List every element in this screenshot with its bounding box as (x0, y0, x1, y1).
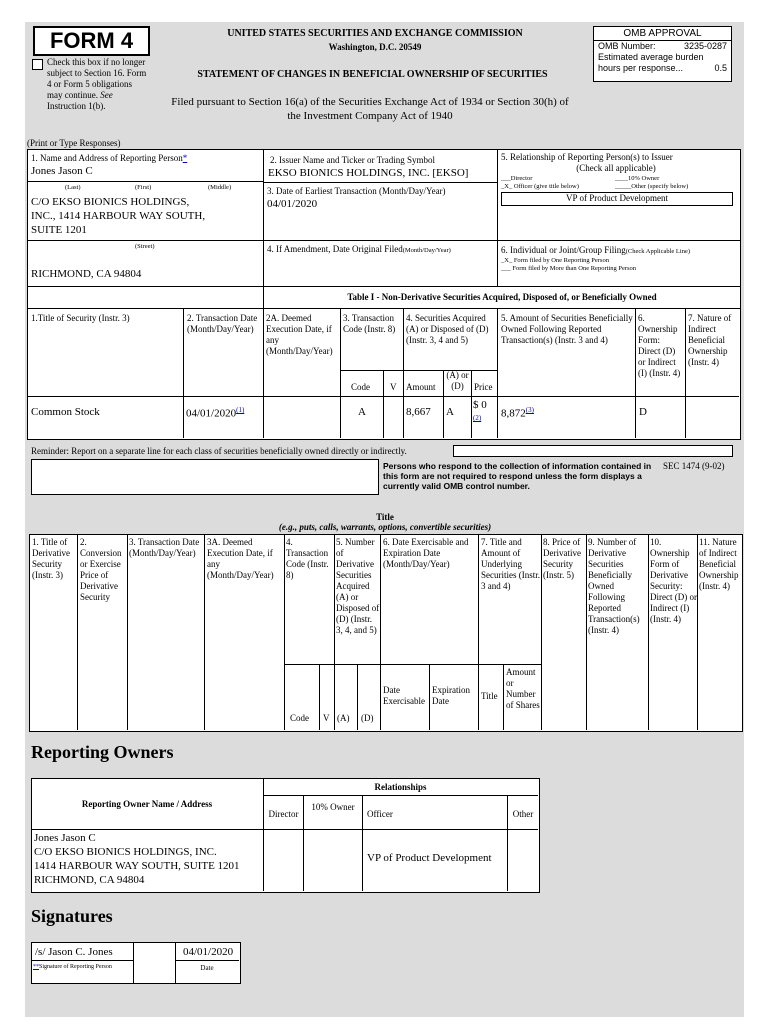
t2-v-header: V (323, 713, 330, 723)
filing-option-multiple: ___ Form filed by More than One Reporting Person (501, 265, 637, 272)
reporting-owners-heading: Reporting Owners (31, 742, 174, 762)
reporting-person-address: C/O EKSO BIONICS HOLDINGS, INC., 1414 HARBOUR WAY SOUTH, SUITE 1201 (31, 196, 206, 236)
statement-title: STATEMENT OF CHANGES IN BENEFICIAL OWNERSHIP OF SECURITIES (197, 69, 548, 80)
t1-col6: 6. Ownership Form: Direct (D) or Indirect (I) (Instr. 4) (638, 313, 681, 378)
director-header: Director (268, 809, 299, 819)
filed-pursuant-line1: Filed pursuant to Section 16(a) of the Securities Exchange Act of 1934 or Section 30(h) of (171, 96, 569, 108)
t1-form: D (639, 406, 647, 418)
t1-col5: 5. Amount of Securities Beneficially Owned Following Reported Transaction(s) (Instr. 3 and 4) (501, 313, 633, 345)
officer-title: VP of Product Development (501, 192, 733, 206)
t2-amount-header: Amount or Number of Shares (506, 667, 540, 710)
t2-d-header: (D) (361, 713, 374, 723)
reporting-person-name: Jones Jason C (31, 165, 93, 177)
t1-col7: 7. Nature of Indirect Beneficial Ownership (Instr. 4) (688, 313, 732, 367)
earliest-transaction-date: 04/01/2020 (267, 198, 318, 210)
signer-name: /s/ Jason C. Jones (35, 946, 113, 958)
agency-name: UNITED STATES SECURITIES AND EXCHANGE COMMISSION (227, 28, 523, 39)
t2-c4: 4. Transaction Code (Instr. 8) (286, 537, 329, 580)
street-label: (Street) (135, 243, 155, 250)
owner10-header: 10% Owner (311, 802, 355, 812)
t1-security: Common Stock (31, 406, 100, 418)
omb-hours-label: hours per response... (598, 63, 684, 73)
reporting-person-city: RICHMOND, CA 94804 (31, 268, 142, 280)
t2-c1: 1. Title of Derivative Security (Instr. 3) (32, 537, 70, 580)
form-page (25, 22, 744, 1017)
box3-label: 3. Date of Earliest Transaction (Month/Day/Year) (267, 186, 446, 196)
t2-c6: 6. Date Exercisable and Expiration Date (Month/Day/Year) (383, 537, 469, 569)
t2-code-header: Code (290, 713, 309, 723)
t2-exp-header: Expiration Date (432, 685, 470, 706)
omb-title: OMB APPROVAL (594, 27, 731, 41)
t1-col1: 1.Title of Security (Instr. 3) (31, 313, 130, 323)
t1-date: 04/01/2020$^{(1)}$ (186, 406, 245, 420)
box5-sub: (Check all applicable) (576, 163, 656, 173)
officer-option: _X_ Officer (give title below) (501, 183, 579, 190)
filing-option-one: _X_ Form filed by One Reporting Person (501, 257, 609, 264)
t2-c8: 8. Price of Derivative Security (Instr. 5) (543, 537, 581, 580)
middle-label: (Middle) (208, 184, 232, 191)
t2-a-header: (A) (337, 713, 350, 723)
signature-spacer (133, 942, 177, 984)
t1-aord-header: (A) or (D) (446, 370, 469, 391)
relationships-header: Relationships (374, 782, 427, 792)
box4-label: 4. If Amendment, Date Original Filed(Month/Day/Year) (267, 244, 451, 254)
t1-col3: 3. Transaction Code (Instr. 8) (343, 313, 396, 334)
t1-code: A (358, 406, 366, 418)
no-longer-subject-checkbox[interactable] (32, 59, 43, 70)
t1-price: $ 0 (2) (473, 399, 487, 422)
t1-owned: 8,872$^{(3)}$ (501, 406, 534, 420)
t2-title-header: Title (481, 691, 498, 701)
omb-number-value: 3235-0287 (683, 41, 727, 51)
signatures-heading: Signatures (31, 906, 113, 926)
t1-amount: 8,667 (406, 406, 431, 418)
owner-name-header: Reporting Owner Name / Address (81, 799, 213, 809)
other-option: _____Other (specify below) (615, 183, 689, 190)
box5-label: 5. Relationship of Reporting Person(s) to Issuer (501, 152, 673, 162)
omb-number-label: OMB Number: (598, 41, 656, 51)
owner-officer-title: VP of Product Development (367, 852, 492, 864)
table2-title: Title (376, 512, 394, 522)
agency-location: Washington, D.C. 20549 (328, 42, 422, 52)
notice-blank-box (31, 459, 379, 495)
other-header: Other (512, 809, 534, 819)
t2-c3a: 3A. Deemed Execution Date, if any (Month/Day/Year) (207, 537, 274, 580)
t1-col2: 2. Transaction Date (Month/Day/Year) (187, 313, 258, 334)
director-option: ___Director (501, 175, 533, 182)
check-box-note: Check this box if no longer subject to Section 16. Form 4 or Form 5 obligations may continue. See Instruction 1(b). (47, 57, 147, 111)
t1-amount-header: Amount (406, 382, 436, 392)
t2-c3: 3. Transaction Date (Month/Day/Year) (129, 537, 200, 558)
form-title: FORM 4 (33, 26, 150, 56)
sec-code: SEC 1474 (9-02) (663, 461, 725, 471)
box2-label: 2. Issuer Name and Ticker or Trading Symbol (270, 155, 435, 165)
omb-hours-value: 0.5 (714, 63, 727, 73)
table2-subtitle: (e.g., puts, calls, warrants, options, convertible securities) (278, 522, 492, 532)
omb-approval-box (593, 26, 732, 82)
t2-c5: 5. Number of Derivative Securities Acquired (A) or Disposed of (D) (Instr. 3, 4, and 5) (336, 537, 380, 635)
owner10-option: ____10% Owner (615, 175, 660, 182)
signature-label: **Signature of Reporting Person (33, 964, 112, 970)
box1-label: 1. Name and Address of Reporting Person* (31, 153, 188, 163)
officer-header: Officer (367, 809, 393, 819)
t2-date-ex-header: Date Exercisable (383, 685, 425, 706)
t2-c7: 7. Title and Amount of Underlying Securities (Instr. 3 and 4) (481, 537, 540, 591)
print-note: (Print or Type Responses) (27, 138, 121, 148)
issuer-name: EKSO BIONICS HOLDINGS, INC. [EKSO] (268, 167, 469, 179)
t1-col4: 4. Securities Acquired (A) or Disposed of (D) (Instr. 3, 4 and 5) (406, 313, 489, 345)
t2-c2: 2. Conversion or Exercise Price of Derivative Security (80, 537, 122, 602)
reminder-text: Reminder: Report on a separate line for each class of securities beneficially owned directly or indirectly. (31, 446, 407, 456)
first-label: (First) (135, 184, 152, 191)
owner-name-address: Jones Jason C C/O EKSO BIONICS HOLDINGS, INC. 1414 HARBOUR WAY SOUTH, SUITE 1201 RICHMOND, CA 94804 (34, 832, 240, 886)
t1-v-header: V (390, 382, 397, 392)
t2-c9: 9. Number of Derivative Securities Beneficially Owned Following Reported Transaction(s) (Instr. 4) (588, 537, 640, 635)
t1-code-header: Code (351, 382, 370, 392)
omb-burden-label: Estimated average burden (598, 52, 704, 62)
t1-price-header: Price (474, 382, 493, 392)
t1-col2a: 2A. Deemed Execution Date, if any (Month/Day/Year) (266, 313, 333, 356)
t1-aord: A (446, 406, 454, 418)
table1-title: Table I - Non-Derivative Securities Acquired, Disposed of, or Beneficially Owned (347, 292, 657, 302)
box6-label: 6. Individual or Joint/Group Filing(Check Applicable Line) (501, 245, 691, 255)
date-label: Date (200, 964, 214, 972)
reminder-field (453, 445, 733, 457)
t2-c11: 11. Nature of Indirect Beneficial Ownership (Instr. 4) (699, 537, 739, 591)
filed-pursuant-line2: the Investment Company Act of 1940 (287, 110, 453, 122)
signature-date: 04/01/2020 (183, 946, 234, 958)
persons-notice: Persons who respond to the collection of information contained in this form are not required to respond unless the form displays a currently valid OMB control number. (383, 461, 652, 491)
table1 (27, 286, 741, 440)
last-label: (Last) (65, 184, 81, 191)
t2-c10: 10. Ownership Form of Derivative Security: Direct (D) or Indirect (I) (Instr. 4) (650, 537, 697, 624)
